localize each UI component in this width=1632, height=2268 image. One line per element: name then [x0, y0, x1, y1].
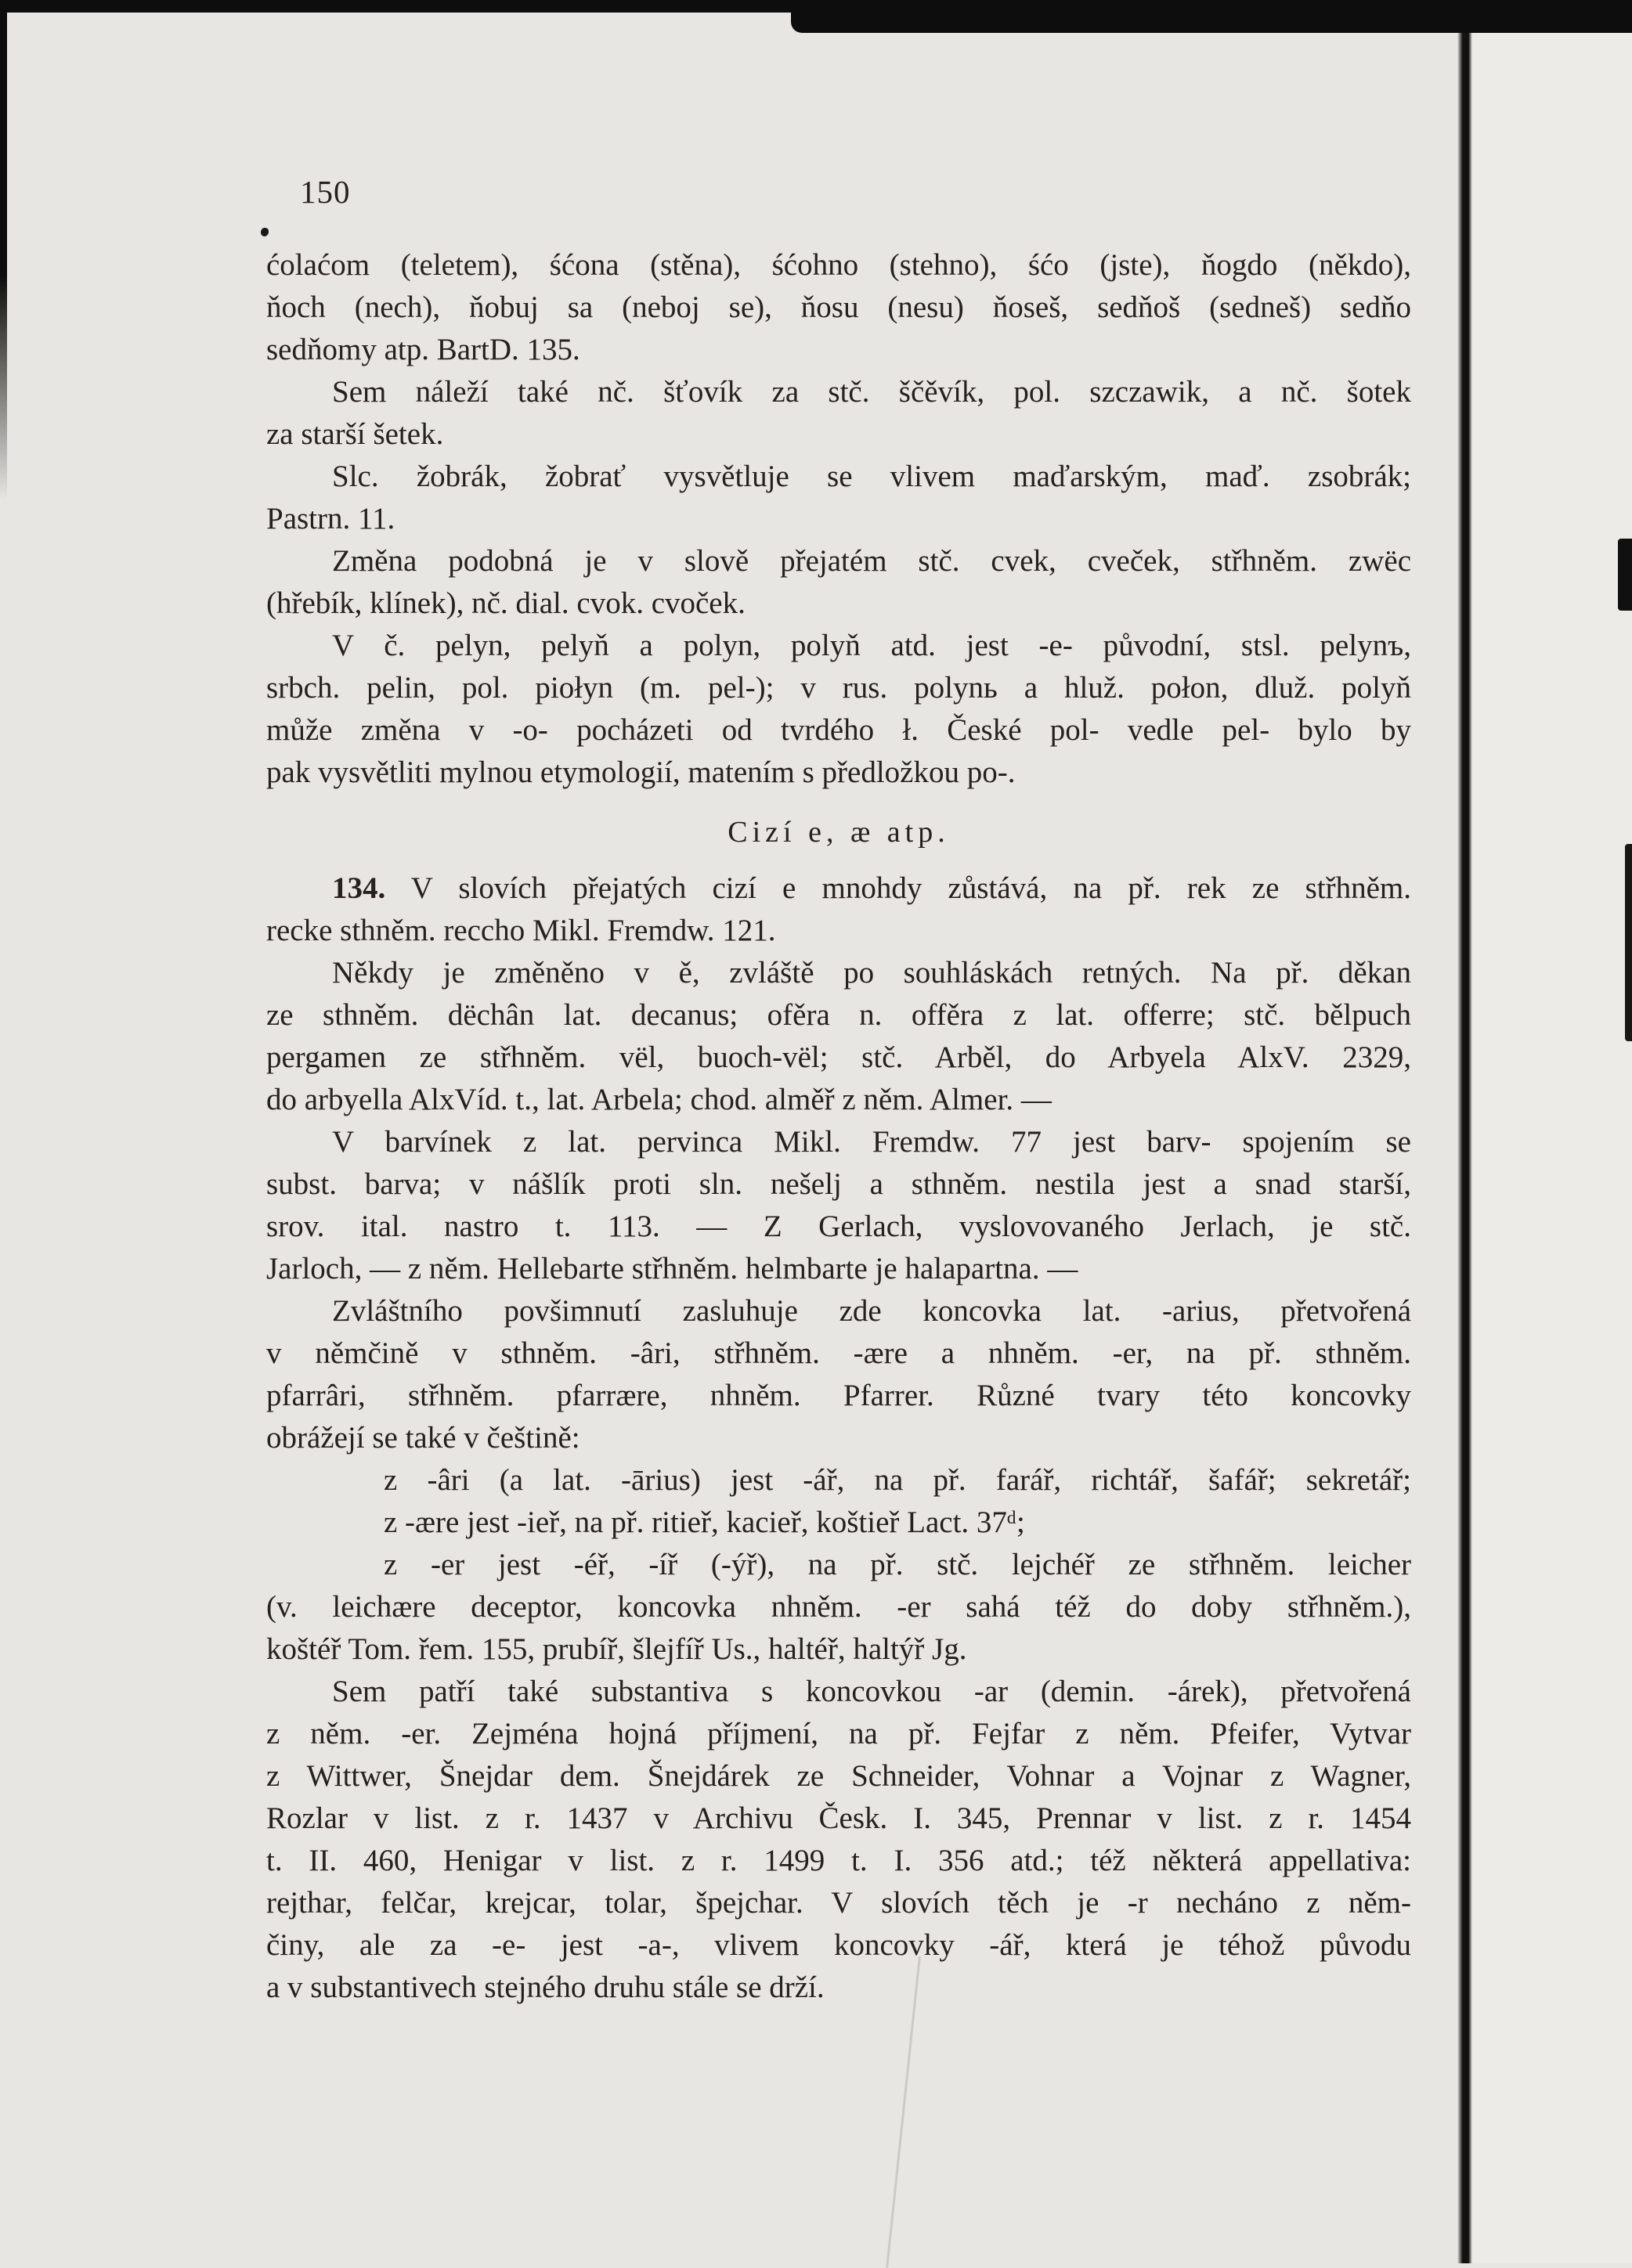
text-line: koštéř Tom. řem. 155, prubíř, šlejfíř Us., haltéř, haltýř Jg. [266, 1632, 967, 1666]
text-line: V barvínek z lat. pervinca Mikl. Fremdw. 77 jest barv- spojením se [332, 1125, 1411, 1159]
text-line: pfarrâri, střhněm. pfarrære, nhněm. Pfarrer. Různé tvary této koncovky [266, 1379, 1411, 1412]
text-line: z Wittwer, Šnejdar dem. Šnejdárek ze Schneider, Vohnar a Vojnar z Wagner, [266, 1759, 1411, 1793]
text-line: t. II. 460, Henigar v list. z r. 1499 t. I. 356 atd.; též některá appellativa: [266, 1844, 1411, 1877]
text-line: (hřebík, klínek), nč. dial. cvok. cvoček. [266, 586, 746, 620]
ink-speck [261, 228, 269, 236]
page-number: 150 [300, 174, 351, 210]
text-line: z -er jest -éř, -íř (-ýř), na př. stč. lejchéř ze střhněm. leicher [384, 1548, 1411, 1581]
right-edge-ink-mark [1625, 844, 1632, 1041]
text-line: v němčině v sthněm. -âri, střhněm. -ære a nhněm. -er, na př. sthněm. [266, 1336, 1411, 1370]
text-line: Někdy je změněno v ě, zvláště po souhláskách retných. Na př. děkan [332, 956, 1411, 990]
text-line: za starší šetek. [266, 417, 444, 451]
text-line: do arbyella AlxVíd. t., lat. Arbela; chod. alměř z něm. Almer. — [266, 1083, 1052, 1116]
text-line: pak vysvětliti mylnou etymologií, matením s předložkou po-. [266, 755, 1016, 789]
text-line: Sem náleží také nč. šťovík za stč. ščěvík, pol. szczawik, a nč. šotek [332, 375, 1411, 409]
text-line: 134. V slovích přejatých cizí e mnohdy zůstává, na př. rek ze střhněm. [332, 871, 1411, 905]
text-block [266, 244, 1411, 2009]
text-line: Rozlar v list. z r. 1437 v Archivu Česk. I. 345, Prennar v list. z r. 1454 [266, 1801, 1411, 1835]
text-line: může změna v -o- pocházeti od tvrdého ł. České pol- vedle pel- bylo by [266, 713, 1411, 747]
text-line: rejthar, felčar, krejcar, tolar, špejchar. V slovích těch je -r necháno z něm- [266, 1886, 1411, 1920]
text-line: srbch. pelin, pol. piołyn (m. pel-); v rus. polynь a hluž. połon, dluž. polyň [266, 671, 1411, 705]
text-line: Sem patří také substantiva s koncovkou -ar (demin. -árek), přetvořená [332, 1675, 1411, 1708]
text-line: srov. ital. nastro t. 113. — Z Gerlach, vyslovovaného Jerlach, je stč. [266, 1210, 1411, 1243]
text-line: Změna podobná je v slově přejatém stč. cvek, cveček, střhněm. zwëc [332, 544, 1411, 578]
text-line: ze sthněm. dëchân lat. decanus; ofěra n. offěra z lat. offerre; stč. bělpuch [266, 998, 1411, 1032]
text-line: a v substantivech stejného druhu stále se drží. [266, 1971, 825, 2004]
section-heading: Cizí e, æ atp. [728, 816, 950, 849]
text-line: subst. barva; v nášlík proti sln. nešelj a sthněm. nestila jest a snad starší, [266, 1167, 1411, 1201]
text-line: pergamen ze střhněm. vël, buoch-vël; stč. Arběl, do Arbyela AlxV. 2329, [266, 1040, 1411, 1074]
scan-left-edge [0, 0, 7, 501]
text-line: Jarloch, — z něm. Hellebarte střhněm. helmbarte je halapartna. — [266, 1252, 1078, 1285]
text-line: Pastrn. 11. [266, 502, 395, 535]
right-edge-ink-mark [1618, 539, 1632, 611]
text-line: recke sthněm. reccho Mikl. Fremdw. 121. [266, 914, 776, 947]
text-line: ňoch (nech), ňobuj sa (neboj se), ňosu (nesu) ňoseš, sedňoš (sedneš) sedňo [266, 290, 1411, 324]
text-line: z něm. -er. Zejména hojná příjmení, na př. Fejfar z něm. Pfeifer, Vytvar [266, 1717, 1411, 1751]
text-line: (v. leichære deceptor, koncovka nhněm. -er sahá též do doby střhněm.), [266, 1590, 1411, 1624]
text-line: Slc. žobrák, žobrať vysvětluje se vlivem maďarským, maď. zsobrák; [332, 460, 1411, 493]
next-page-edge [1471, 0, 1632, 2263]
text-line: ćolaćom (teletem), śćona (stěna), śćohno (stehno), śćo (jste), ňogdo (někdo), [266, 248, 1411, 282]
text-line: obrážejí se také v češtině: [266, 1421, 580, 1455]
text-line: sedňomy atp. BartD. 135. [266, 333, 580, 366]
page-gutter-shadow [1457, 0, 1472, 2263]
text-line: Zvláštního povšimnutí zasluhuje zde koncovka lat. -arius, přetvořená [332, 1294, 1411, 1328]
text-line: z -âri (a lat. -ārius) jest -ář, na př. farář, richtář, šafář; sekretář; [384, 1463, 1411, 1497]
text-line: činy, ale za -e- jest -a-, vlivem koncovky -ář, která je téhož původu [266, 1928, 1411, 1962]
text-line: V č. pelyn, pelyň a polyn, polyň atd. jest -e- původní, stsl. pelynъ, [332, 629, 1411, 662]
scan-top-edge-right [791, 0, 1632, 33]
text-line: z -ære jest -ieř, na př. ritieř, kacieř, koštieř Lact. 37ᵈ; [384, 1505, 1025, 1539]
